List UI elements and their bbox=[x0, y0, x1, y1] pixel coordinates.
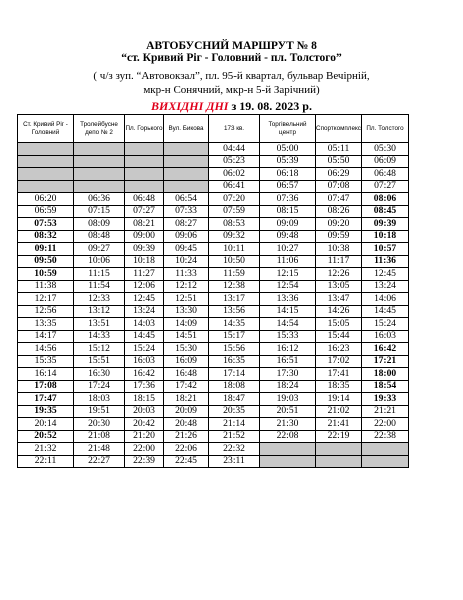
departure-time-cell: 06:36 bbox=[74, 193, 125, 206]
departure-time-cell: 19:14 bbox=[316, 393, 362, 406]
table-row bbox=[18, 143, 409, 156]
departure-time-cell: 10:18 bbox=[125, 255, 164, 268]
departure-time-cell: 08:15 bbox=[260, 205, 316, 218]
table-row bbox=[18, 305, 409, 318]
departure-time-cell: 09:20 bbox=[316, 218, 362, 231]
departure-time-cell: 14:17 bbox=[18, 330, 74, 343]
departure-time-cell: 18:24 bbox=[260, 380, 316, 393]
table-row bbox=[18, 405, 409, 418]
departure-time-cell: 14:45 bbox=[125, 330, 164, 343]
table-row bbox=[18, 330, 409, 343]
departure-time-cell: 14:09 bbox=[164, 318, 209, 331]
empty-cell bbox=[125, 155, 164, 168]
departure-time-cell: 14:51 bbox=[164, 330, 209, 343]
departure-time-cell: 16:35 bbox=[209, 355, 260, 368]
departure-time-cell: 08:45 bbox=[362, 205, 409, 218]
departure-time-cell: 16:42 bbox=[125, 368, 164, 381]
departure-time-cell: 12:51 bbox=[164, 293, 209, 306]
column-header-6: Спорткомплекс bbox=[316, 115, 362, 143]
departure-time-cell: 15:51 bbox=[74, 355, 125, 368]
timetable-header-row bbox=[18, 115, 409, 143]
timetable bbox=[17, 114, 409, 468]
departure-time-cell: 21:48 bbox=[74, 443, 125, 456]
empty-cell bbox=[164, 180, 209, 193]
departure-time-cell: 09:32 bbox=[209, 230, 260, 243]
departure-time-cell: 14:45 bbox=[362, 305, 409, 318]
table-row bbox=[18, 268, 409, 281]
departure-time-cell: 17:41 bbox=[316, 368, 362, 381]
departure-time-cell: 18:47 bbox=[209, 393, 260, 406]
departure-time-cell: 13:24 bbox=[125, 305, 164, 318]
column-header-4: 173 кв. bbox=[209, 115, 260, 143]
route-via-note bbox=[0, 69, 463, 97]
departure-time-cell: 12:45 bbox=[362, 268, 409, 281]
empty-cell bbox=[125, 143, 164, 156]
table-row bbox=[18, 230, 409, 243]
departure-time-cell: 16:30 bbox=[74, 368, 125, 381]
departure-time-cell: 12:45 bbox=[125, 293, 164, 306]
route-subtitle: “ст. Кривий Ріг - Головний - пл. Толстого” bbox=[121, 52, 342, 64]
departure-time-cell: 17:02 bbox=[316, 355, 362, 368]
departure-time-cell: 06:29 bbox=[316, 168, 362, 181]
departure-time-cell: 12:26 bbox=[316, 268, 362, 281]
table-row bbox=[18, 243, 409, 256]
departure-time-cell: 08:21 bbox=[125, 218, 164, 231]
departure-time-cell: 08:48 bbox=[74, 230, 125, 243]
departure-time-cell: 22:27 bbox=[74, 455, 125, 468]
departure-time-cell: 20:42 bbox=[125, 418, 164, 431]
departure-time-cell: 11:15 bbox=[74, 268, 125, 281]
departure-time-cell: 11:33 bbox=[164, 268, 209, 281]
departure-time-cell: 22:00 bbox=[125, 443, 164, 456]
departure-time-cell: 13:12 bbox=[74, 305, 125, 318]
departure-time-cell: 07:27 bbox=[125, 205, 164, 218]
departure-time-cell: 19:51 bbox=[74, 405, 125, 418]
route-via-line-1: ( ч/з зуп. “Автовокзал”, пл. 95-й квартал, бульвар Вечірній, bbox=[93, 70, 370, 82]
departure-time-cell: 15:44 bbox=[316, 330, 362, 343]
departure-time-cell: 10:06 bbox=[74, 255, 125, 268]
departure-time-cell: 13:17 bbox=[209, 293, 260, 306]
departure-time-cell: 11:06 bbox=[260, 255, 316, 268]
departure-time-cell: 18:03 bbox=[74, 393, 125, 406]
departure-time-cell: 14:03 bbox=[125, 318, 164, 331]
departure-time-cell: 15:35 bbox=[18, 355, 74, 368]
departure-time-cell: 16:48 bbox=[164, 368, 209, 381]
departure-time-cell: 22:39 bbox=[125, 455, 164, 468]
departure-time-cell: 21:14 bbox=[209, 418, 260, 431]
departure-time-cell: 11:38 bbox=[18, 280, 74, 293]
departure-time-cell: 20:14 bbox=[18, 418, 74, 431]
departure-time-cell: 22:32 bbox=[209, 443, 260, 456]
departure-time-cell: 06:20 bbox=[18, 193, 74, 206]
departure-time-cell: 14:33 bbox=[74, 330, 125, 343]
departure-time-cell: 09:39 bbox=[362, 218, 409, 231]
departure-time-cell: 05:50 bbox=[316, 155, 362, 168]
empty-cell bbox=[74, 143, 125, 156]
empty-cell bbox=[125, 180, 164, 193]
departure-time-cell: 12:54 bbox=[260, 280, 316, 293]
departure-time-cell: 19:33 bbox=[362, 393, 409, 406]
departure-time-cell: 15:12 bbox=[74, 343, 125, 356]
departure-time-cell: 13:35 bbox=[18, 318, 74, 331]
departure-time-cell: 22:38 bbox=[362, 430, 409, 443]
departure-time-cell: 07:59 bbox=[209, 205, 260, 218]
departure-time-cell: 14:54 bbox=[260, 318, 316, 331]
table-row bbox=[18, 293, 409, 306]
departure-time-cell: 08:06 bbox=[362, 193, 409, 206]
departure-time-cell: 09:39 bbox=[125, 243, 164, 256]
departure-time-cell: 18:54 bbox=[362, 380, 409, 393]
departure-time-cell: 05:39 bbox=[260, 155, 316, 168]
departure-time-cell: 06:48 bbox=[125, 193, 164, 206]
departure-time-cell: 17:42 bbox=[164, 380, 209, 393]
table-row bbox=[18, 180, 409, 193]
departure-time-cell: 06:18 bbox=[260, 168, 316, 181]
departure-time-cell: 09:06 bbox=[164, 230, 209, 243]
empty-cell bbox=[260, 455, 316, 468]
table-row bbox=[18, 155, 409, 168]
table-row bbox=[18, 318, 409, 331]
departure-time-cell: 20:52 bbox=[18, 430, 74, 443]
departure-time-cell: 09:59 bbox=[316, 230, 362, 243]
departure-time-cell: 23:11 bbox=[209, 455, 260, 468]
departure-time-cell: 05:30 bbox=[362, 143, 409, 156]
departure-time-cell: 12:17 bbox=[18, 293, 74, 306]
departure-time-cell: 20:51 bbox=[260, 405, 316, 418]
departure-time-cell: 18:08 bbox=[209, 380, 260, 393]
departure-time-cell: 09:00 bbox=[125, 230, 164, 243]
departure-time-cell: 13:36 bbox=[260, 293, 316, 306]
departure-time-cell: 13:51 bbox=[74, 318, 125, 331]
departure-time-cell: 10:57 bbox=[362, 243, 409, 256]
empty-cell bbox=[125, 168, 164, 181]
departure-time-cell: 10:38 bbox=[316, 243, 362, 256]
table-row bbox=[18, 443, 409, 456]
departure-time-cell: 22:08 bbox=[260, 430, 316, 443]
departure-time-cell: 16:03 bbox=[125, 355, 164, 368]
departure-time-cell: 16:09 bbox=[164, 355, 209, 368]
departure-time-cell: 14:56 bbox=[18, 343, 74, 356]
departure-time-cell: 20:48 bbox=[164, 418, 209, 431]
table-row bbox=[18, 418, 409, 431]
table-row bbox=[18, 368, 409, 381]
column-header-7: Пл. Толстого bbox=[362, 115, 409, 143]
schedule-header bbox=[0, 40, 463, 113]
departure-time-cell: 22:06 bbox=[164, 443, 209, 456]
departure-time-cell: 10:27 bbox=[260, 243, 316, 256]
departure-time-cell: 12:56 bbox=[18, 305, 74, 318]
departure-time-cell: 06:09 bbox=[362, 155, 409, 168]
departure-time-cell: 10:59 bbox=[18, 268, 74, 281]
table-row bbox=[18, 355, 409, 368]
departure-time-cell: 14:26 bbox=[316, 305, 362, 318]
departure-time-cell: 22:11 bbox=[18, 455, 74, 468]
departure-time-cell: 06:48 bbox=[362, 168, 409, 181]
table-row bbox=[18, 218, 409, 231]
empty-cell bbox=[316, 443, 362, 456]
departure-time-cell: 21:41 bbox=[316, 418, 362, 431]
departure-time-cell: 18:00 bbox=[362, 368, 409, 381]
departure-time-cell: 22:00 bbox=[362, 418, 409, 431]
departure-time-cell: 21:20 bbox=[125, 430, 164, 443]
table-row bbox=[18, 193, 409, 206]
departure-time-cell: 13:47 bbox=[316, 293, 362, 306]
column-header-3: Вул. Бикова bbox=[164, 115, 209, 143]
table-row bbox=[18, 380, 409, 393]
departure-time-cell: 11:17 bbox=[316, 255, 362, 268]
empty-cell bbox=[74, 168, 125, 181]
departure-time-cell: 09:45 bbox=[164, 243, 209, 256]
departure-time-cell: 11:27 bbox=[125, 268, 164, 281]
departure-time-cell: 20:03 bbox=[125, 405, 164, 418]
departure-time-cell: 05:00 bbox=[260, 143, 316, 156]
departure-time-cell: 17:30 bbox=[260, 368, 316, 381]
column-header-0: Ст. Кривий Ріг - Головний bbox=[18, 115, 74, 143]
departure-time-cell: 04:44 bbox=[209, 143, 260, 156]
column-header-1: Тролейбусне депо № 2 bbox=[74, 115, 125, 143]
departure-time-cell: 06:41 bbox=[209, 180, 260, 193]
table-row bbox=[18, 393, 409, 406]
departure-time-cell: 14:15 bbox=[260, 305, 316, 318]
departure-time-cell: 17:36 bbox=[125, 380, 164, 393]
departure-time-cell: 11:36 bbox=[362, 255, 409, 268]
empty-cell bbox=[164, 155, 209, 168]
empty-cell bbox=[164, 168, 209, 181]
departure-time-cell: 09:11 bbox=[18, 243, 74, 256]
departure-time-cell: 12:12 bbox=[164, 280, 209, 293]
departure-time-cell: 15:17 bbox=[209, 330, 260, 343]
departure-time-cell: 18:15 bbox=[125, 393, 164, 406]
departure-time-cell: 06:59 bbox=[18, 205, 74, 218]
departure-time-cell: 17:14 bbox=[209, 368, 260, 381]
departure-time-cell: 19:35 bbox=[18, 405, 74, 418]
departure-time-cell: 20:35 bbox=[209, 405, 260, 418]
departure-time-cell: 07:08 bbox=[316, 180, 362, 193]
departure-time-cell: 07:47 bbox=[316, 193, 362, 206]
departure-time-cell: 11:54 bbox=[74, 280, 125, 293]
departure-time-cell: 07:53 bbox=[18, 218, 74, 231]
empty-cell bbox=[316, 455, 362, 468]
departure-time-cell: 15:24 bbox=[362, 318, 409, 331]
table-row bbox=[18, 280, 409, 293]
departure-time-cell: 22:45 bbox=[164, 455, 209, 468]
departure-time-cell: 21:26 bbox=[164, 430, 209, 443]
departure-time-cell: 17:24 bbox=[74, 380, 125, 393]
departure-time-cell: 09:50 bbox=[18, 255, 74, 268]
departure-time-cell: 08:32 bbox=[18, 230, 74, 243]
departure-time-cell: 08:27 bbox=[164, 218, 209, 231]
departure-time-cell: 21:30 bbox=[260, 418, 316, 431]
table-row bbox=[18, 455, 409, 468]
departure-time-cell: 22:19 bbox=[316, 430, 362, 443]
departure-time-cell: 15:33 bbox=[260, 330, 316, 343]
departure-time-cell: 15:30 bbox=[164, 343, 209, 356]
departure-time-cell: 12:38 bbox=[209, 280, 260, 293]
effective-from-date: з 19. 08. 2023 р. bbox=[228, 99, 312, 113]
empty-cell bbox=[362, 443, 409, 456]
table-row bbox=[18, 205, 409, 218]
timetable-body bbox=[18, 143, 409, 468]
departure-time-cell: 15:05 bbox=[316, 318, 362, 331]
departure-time-cell: 08:26 bbox=[316, 205, 362, 218]
departure-time-cell: 21:32 bbox=[18, 443, 74, 456]
departure-time-cell: 21:02 bbox=[316, 405, 362, 418]
departure-time-cell: 13:30 bbox=[164, 305, 209, 318]
table-row bbox=[18, 430, 409, 443]
departure-time-cell: 13:05 bbox=[316, 280, 362, 293]
departure-time-cell: 06:57 bbox=[260, 180, 316, 193]
empty-cell bbox=[74, 155, 125, 168]
route-title: АВТОБУСНИЙ МАРШРУТ № 8 bbox=[146, 40, 317, 52]
weekend-label: ВИХІДНІ ДНІ bbox=[151, 99, 229, 113]
column-header-5: Торгівельний центр bbox=[260, 115, 316, 143]
departure-time-cell: 08:53 bbox=[209, 218, 260, 231]
departure-time-cell: 09:48 bbox=[260, 230, 316, 243]
departure-time-cell: 05:23 bbox=[209, 155, 260, 168]
departure-time-cell: 12:33 bbox=[74, 293, 125, 306]
table-row bbox=[18, 168, 409, 181]
departure-time-cell: 09:09 bbox=[260, 218, 316, 231]
empty-cell bbox=[18, 168, 74, 181]
departure-time-cell: 05:11 bbox=[316, 143, 362, 156]
departure-time-cell: 12:15 bbox=[260, 268, 316, 281]
departure-time-cell: 15:24 bbox=[125, 343, 164, 356]
empty-cell bbox=[362, 455, 409, 468]
table-row bbox=[18, 255, 409, 268]
departure-time-cell: 06:54 bbox=[164, 193, 209, 206]
departure-time-cell: 16:12 bbox=[260, 343, 316, 356]
table-row bbox=[18, 343, 409, 356]
departure-time-cell: 20:09 bbox=[164, 405, 209, 418]
departure-time-cell: 09:27 bbox=[74, 243, 125, 256]
departure-time-cell: 10:24 bbox=[164, 255, 209, 268]
departure-time-cell: 07:33 bbox=[164, 205, 209, 218]
departure-time-cell: 21:08 bbox=[74, 430, 125, 443]
departure-time-cell: 07:27 bbox=[362, 180, 409, 193]
departure-time-cell: 07:20 bbox=[209, 193, 260, 206]
departure-time-cell: 10:50 bbox=[209, 255, 260, 268]
empty-cell bbox=[18, 143, 74, 156]
departure-time-cell: 16:14 bbox=[18, 368, 74, 381]
empty-cell bbox=[260, 443, 316, 456]
departure-time-cell: 14:06 bbox=[362, 293, 409, 306]
departure-time-cell: 16:23 bbox=[316, 343, 362, 356]
empty-cell bbox=[18, 155, 74, 168]
departure-time-cell: 13:24 bbox=[362, 280, 409, 293]
effective-date bbox=[0, 99, 463, 113]
departure-time-cell: 16:42 bbox=[362, 343, 409, 356]
empty-cell bbox=[164, 143, 209, 156]
departure-time-cell: 18:35 bbox=[316, 380, 362, 393]
departure-time-cell: 20:30 bbox=[74, 418, 125, 431]
departure-time-cell: 17:47 bbox=[18, 393, 74, 406]
empty-cell bbox=[74, 180, 125, 193]
departure-time-cell: 16:03 bbox=[362, 330, 409, 343]
column-header-2: Пл. Горького bbox=[125, 115, 164, 143]
departure-time-cell: 07:36 bbox=[260, 193, 316, 206]
departure-time-cell: 19:03 bbox=[260, 393, 316, 406]
departure-time-cell: 18:21 bbox=[164, 393, 209, 406]
departure-time-cell: 12:06 bbox=[125, 280, 164, 293]
departure-time-cell: 13:56 bbox=[209, 305, 260, 318]
departure-time-cell: 10:18 bbox=[362, 230, 409, 243]
departure-time-cell: 17:08 bbox=[18, 380, 74, 393]
departure-time-cell: 06:02 bbox=[209, 168, 260, 181]
departure-time-cell: 11:59 bbox=[209, 268, 260, 281]
departure-time-cell: 21:52 bbox=[209, 430, 260, 443]
departure-time-cell: 21:21 bbox=[362, 405, 409, 418]
departure-time-cell: 14:35 bbox=[209, 318, 260, 331]
departure-time-cell: 08:09 bbox=[74, 218, 125, 231]
route-via-line-2: мкр-н Сонячний, мкр-н 5-й Зарічний) bbox=[143, 84, 320, 96]
departure-time-cell: 10:11 bbox=[209, 243, 260, 256]
departure-time-cell: 15:56 bbox=[209, 343, 260, 356]
departure-time-cell: 17:21 bbox=[362, 355, 409, 368]
departure-time-cell: 16:51 bbox=[260, 355, 316, 368]
empty-cell bbox=[18, 180, 74, 193]
departure-time-cell: 07:15 bbox=[74, 205, 125, 218]
